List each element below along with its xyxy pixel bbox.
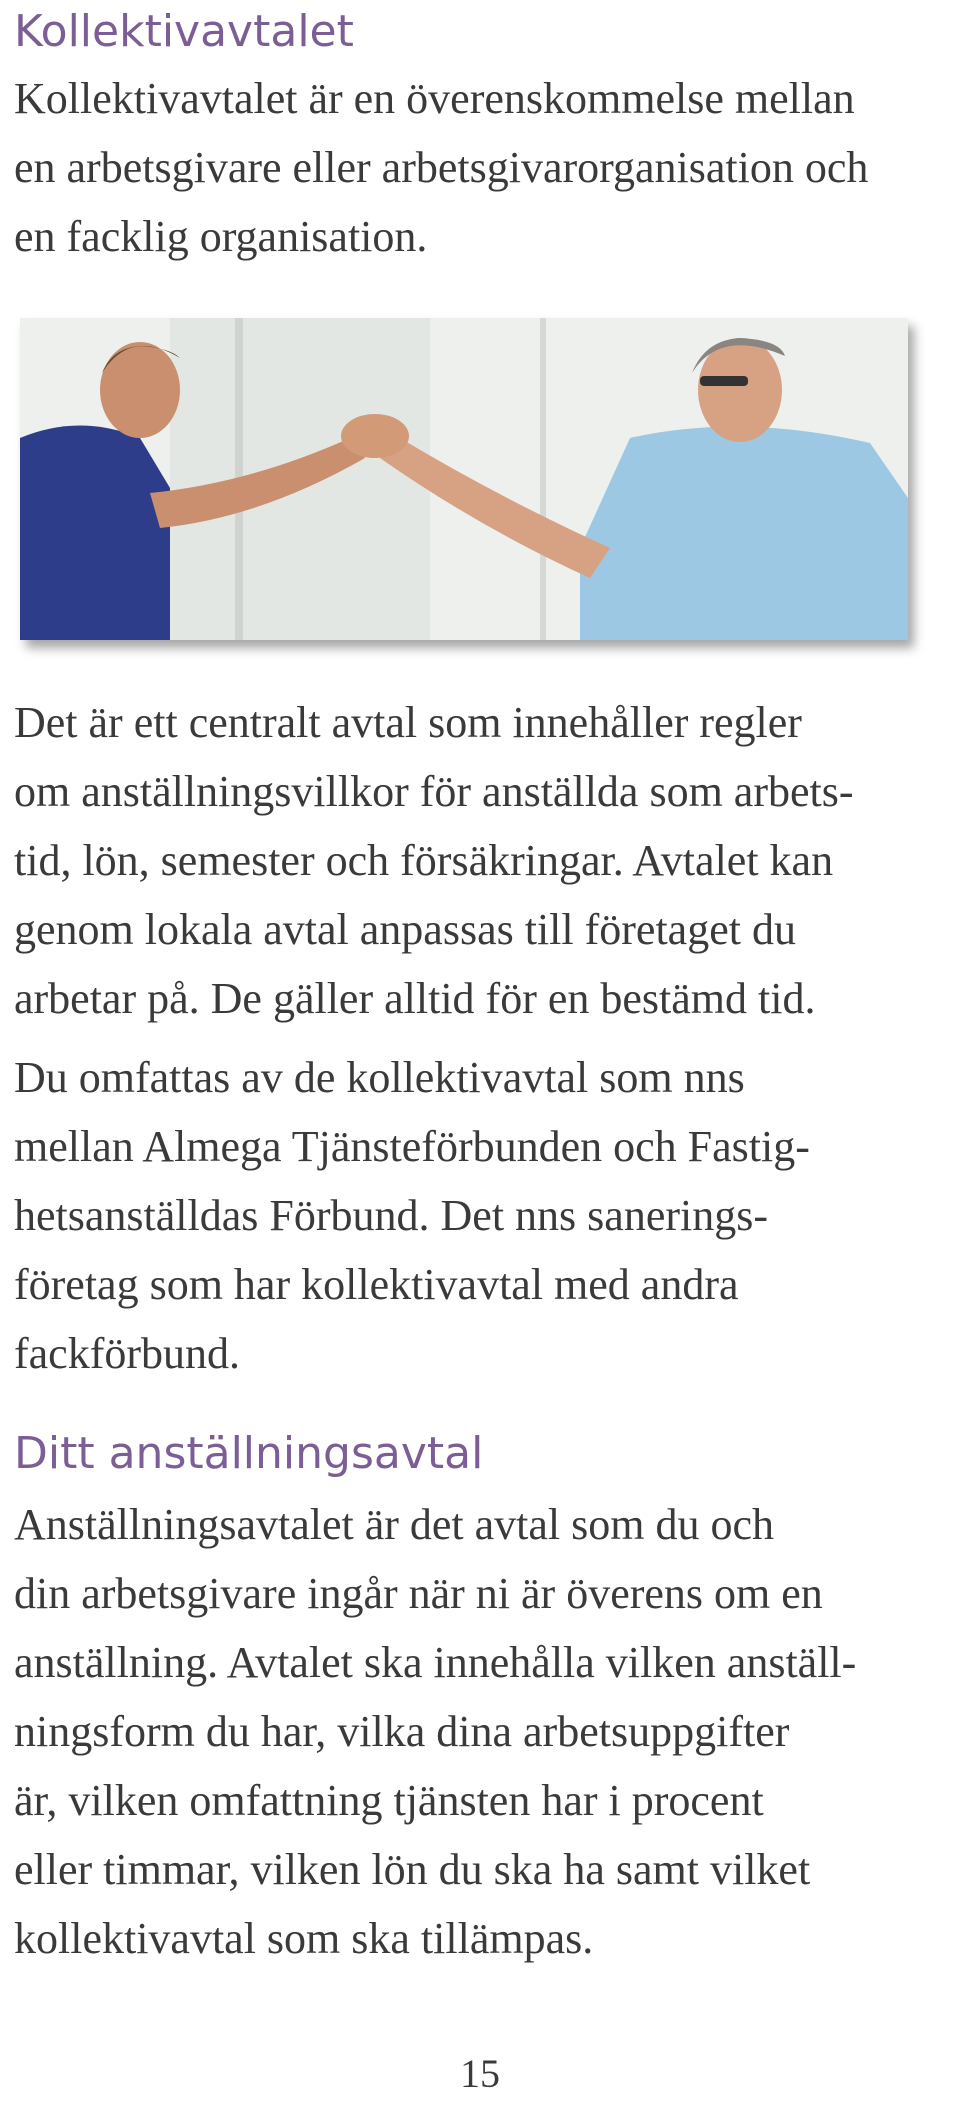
text-line: Anställningsavtalet är det avtal som du och	[14, 1500, 775, 1549]
text-line: företag som har kollektivavtal med andra	[14, 1260, 739, 1309]
page-number: 15	[460, 2051, 500, 2096]
text-line: ningsform du har, vilka dina arbetsuppgifter	[14, 1707, 790, 1756]
intro-paragraph	[14, 64, 944, 271]
text-line: din arbetsgivare ingår när ni är överens om en	[14, 1569, 823, 1618]
text-line: genom lokala avtal anpassas till företaget du	[14, 905, 796, 954]
text-line: är, vilken omfattning tjänsten har i procent	[14, 1776, 764, 1825]
section-heading-anstallningsavtal: Ditt anställningsavtal	[14, 1428, 484, 1479]
text-line: Det är ett centralt avtal som innehåller regler	[14, 698, 802, 747]
handshake-photo	[20, 318, 908, 640]
text-line: tid, lön, semester och försäkringar. Avtalet kan	[14, 836, 834, 885]
paragraph-3	[14, 1490, 944, 1973]
text-line: eller timmar, vilken lön du ska ha samt vilket	[14, 1845, 811, 1894]
text-line: kollektivavtal som ska tillämpas.	[14, 1914, 594, 1963]
text-line: hetsanställdas Förbund. Det nns sanerings-	[14, 1191, 768, 1240]
text-line: en arbetsgivare eller arbetsgivarorganisation och	[14, 143, 869, 192]
text-line: mellan Almega Tjänsteförbunden och Fastig-	[14, 1122, 810, 1171]
text-line: anställning. Avtalet ska innehålla vilken anställ-	[14, 1638, 857, 1687]
text-line: Du omfattas av de kollektivavtal som nns	[14, 1053, 745, 1102]
paragraph-2	[14, 1043, 944, 1388]
text-line: om anställningsvillkor för anställda som arbets-	[14, 767, 854, 816]
section-heading-kollektivavtalet: Kollektivavtalet	[14, 6, 354, 57]
text-line: Kollektivavtalet är en överenskommelse mellan	[14, 74, 855, 123]
paragraph-1	[14, 688, 944, 1033]
text-line: arbetar på. De gäller alltid för en bestämd tid.	[14, 974, 816, 1023]
text-line: en facklig organisation.	[14, 212, 428, 261]
text-line: fackförbund.	[14, 1329, 241, 1378]
